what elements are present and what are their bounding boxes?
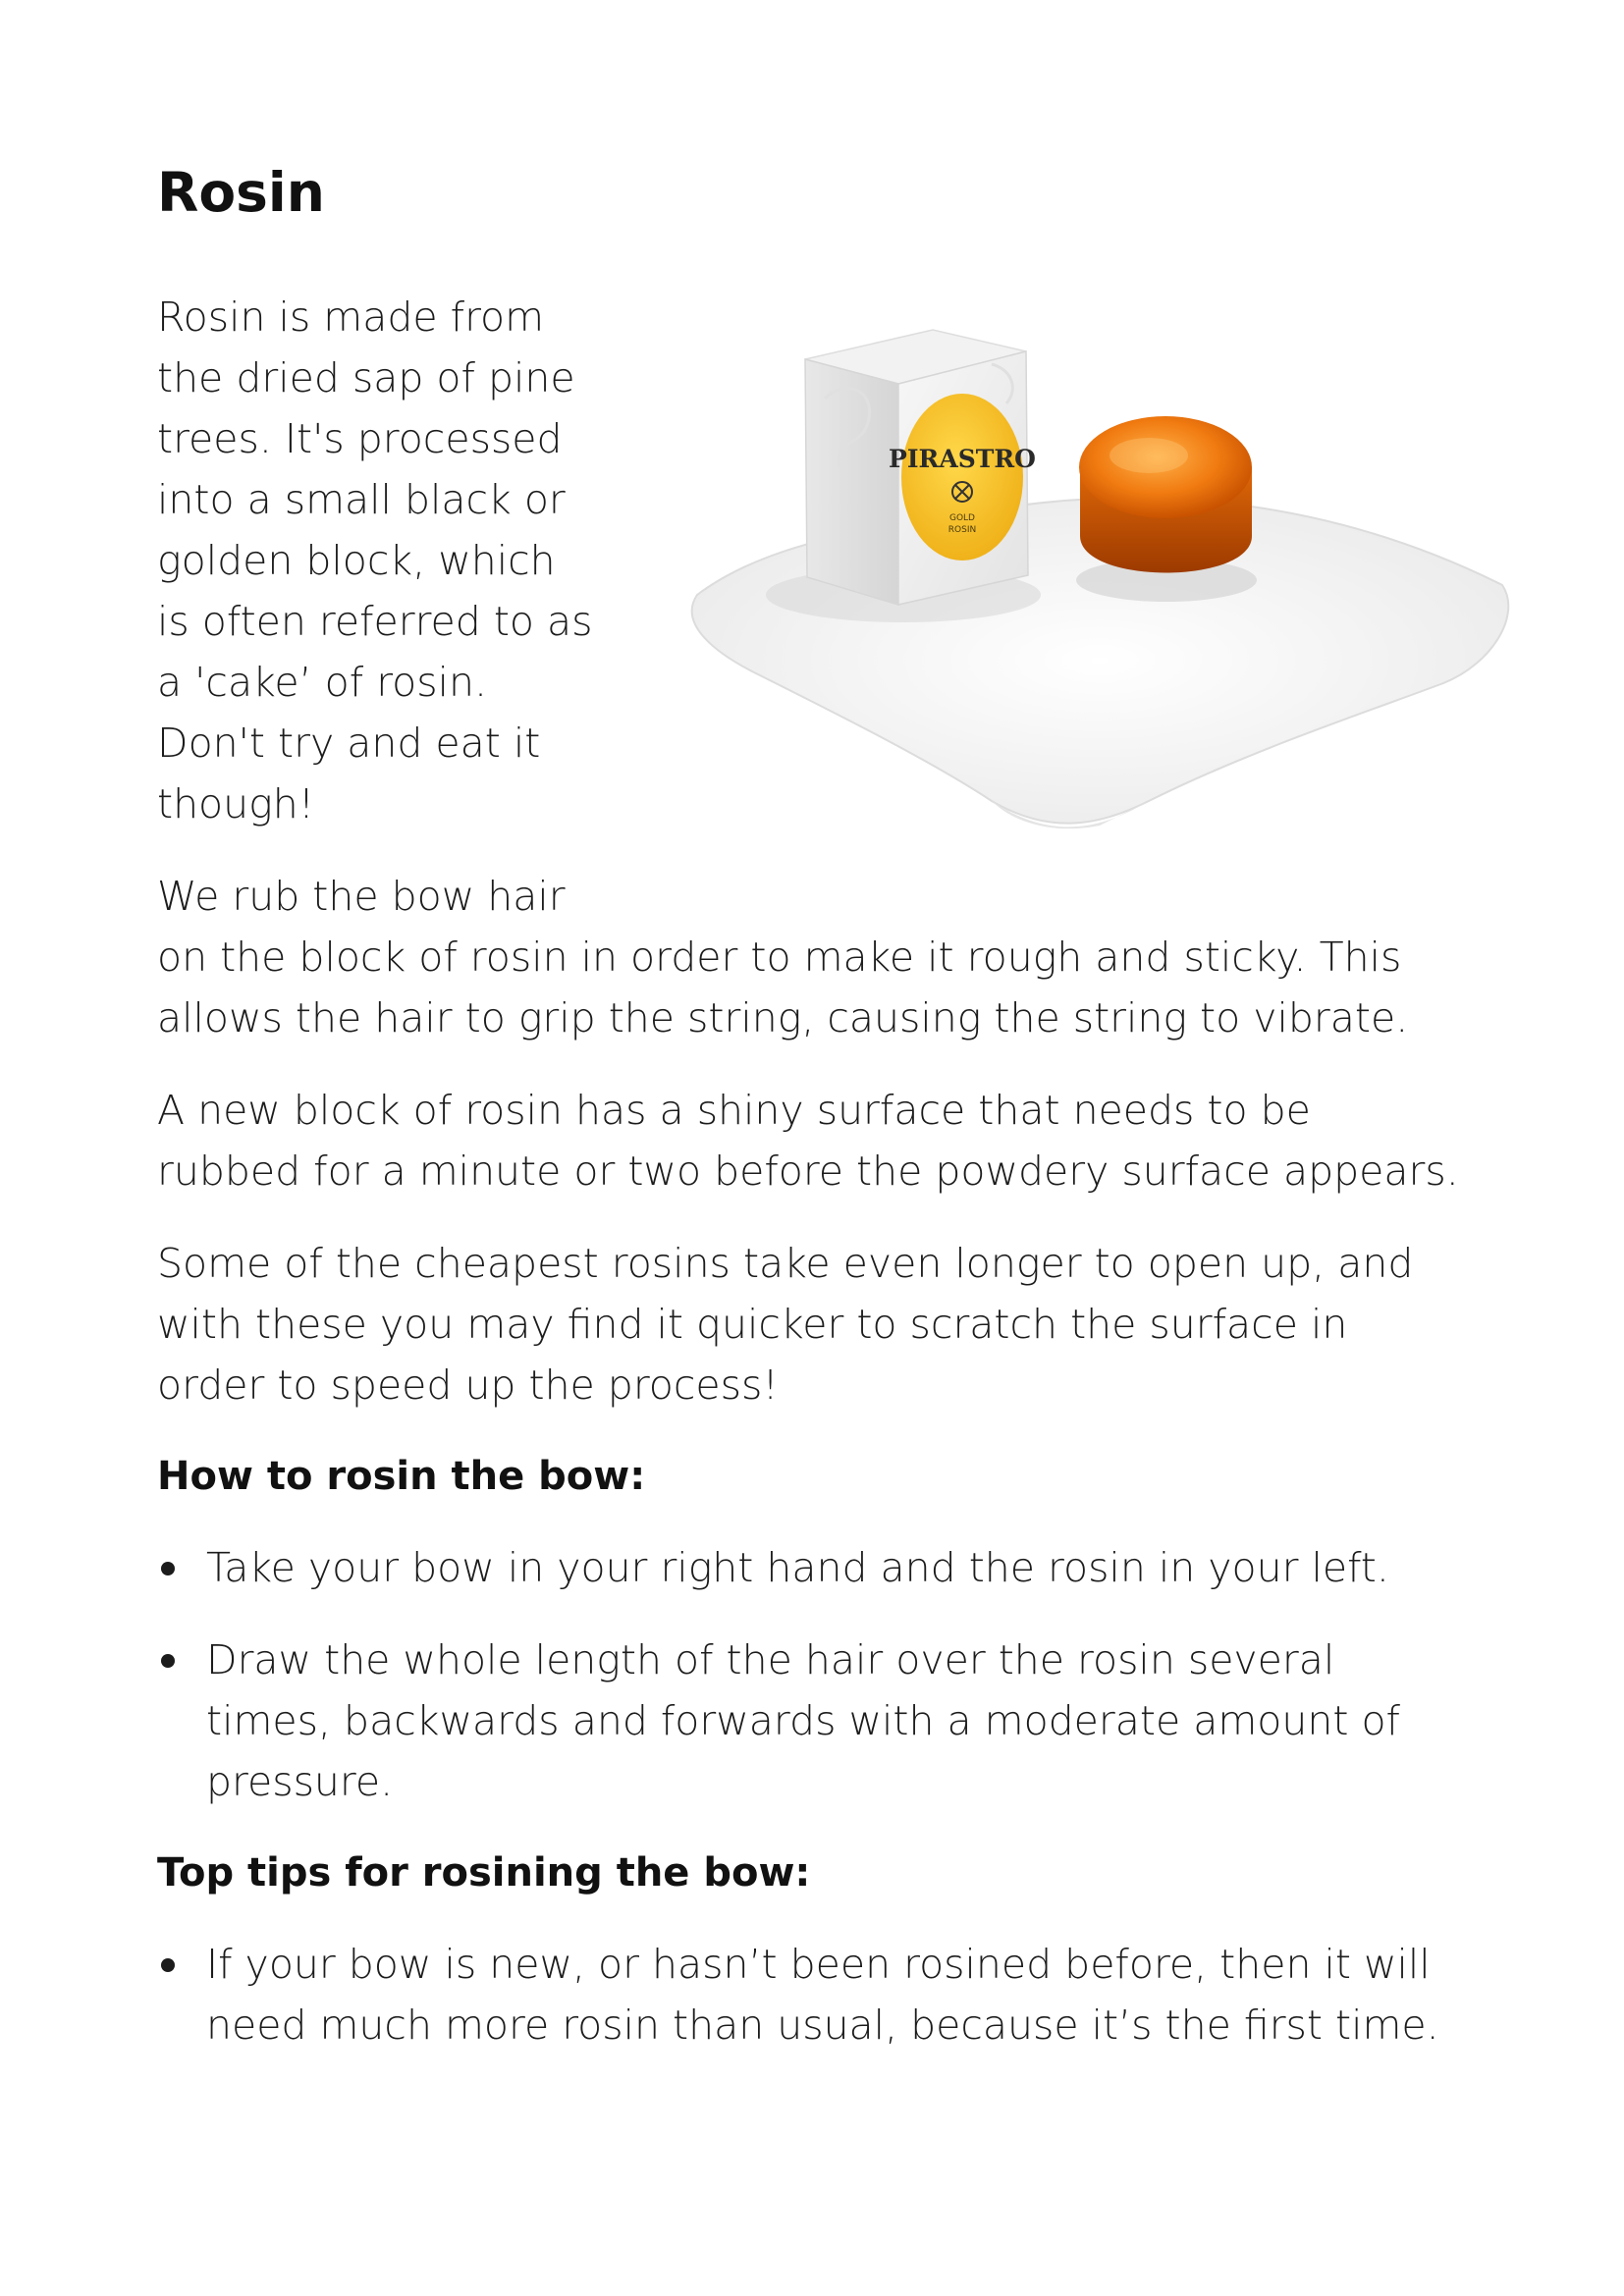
list-item [157,1537,1463,1598]
list-item-text: Take your bow in your right hand and the rosin in your left. [206,1544,1389,1591]
rosin-product-image [638,291,1542,860]
paragraph-cheap-rosin: Some of the cheapest rosins take even longer to open up, and with these you may find it quicker to scratch the surface in order to speed up the process! [157,1240,1414,1409]
tips-heading: Top tips for rosining the bow: [157,1850,811,1896]
list-item-text: Draw the whole length of the hair over the rosin several times, backwards and forwards with a moderate amount of pressure. [206,1636,1400,1805]
label-line1: GOLD [948,513,976,523]
label-line2: ROSIN [947,525,977,535]
brand-text: PIRASTRO [889,445,1036,473]
list-item [157,1629,1463,1812]
brand-label-circle [901,394,1023,561]
bullet-icon [161,1562,175,1575]
tips-list [157,1934,1463,2056]
how-to-list [157,1537,1463,1812]
page-content [157,157,1463,2087]
bullet-icon [161,1958,175,1972]
page-title: Rosin [157,161,325,224]
list-item [157,1934,1463,2056]
paragraph-new-block: A new block of rosin has a shiny surface that needs to be rubbed for a minute or two before the powdery surface appears. [157,1087,1459,1195]
how-to-heading: How to rosin the bow: [157,1454,646,1499]
box-front [805,359,898,605]
list-item-text: If your bow is new, or hasn’t been rosined before, then it will need much more rosin than usual, because it’s the first time. [206,1941,1439,2049]
paragraph-bow-hair: We rub the bow hair on the block of rosin in order to make it rough and sticky. This allows the hair to grip the string, causing the string to vibrate. [157,873,1409,1041]
bullet-icon [161,1654,175,1668]
paragraph-intro: Rosin is made from the dried sap of pine trees. It's processed into a small black or golden block, which is often referred to as a 'cake’ of rosin. Don't try and eat it though! [157,294,593,828]
